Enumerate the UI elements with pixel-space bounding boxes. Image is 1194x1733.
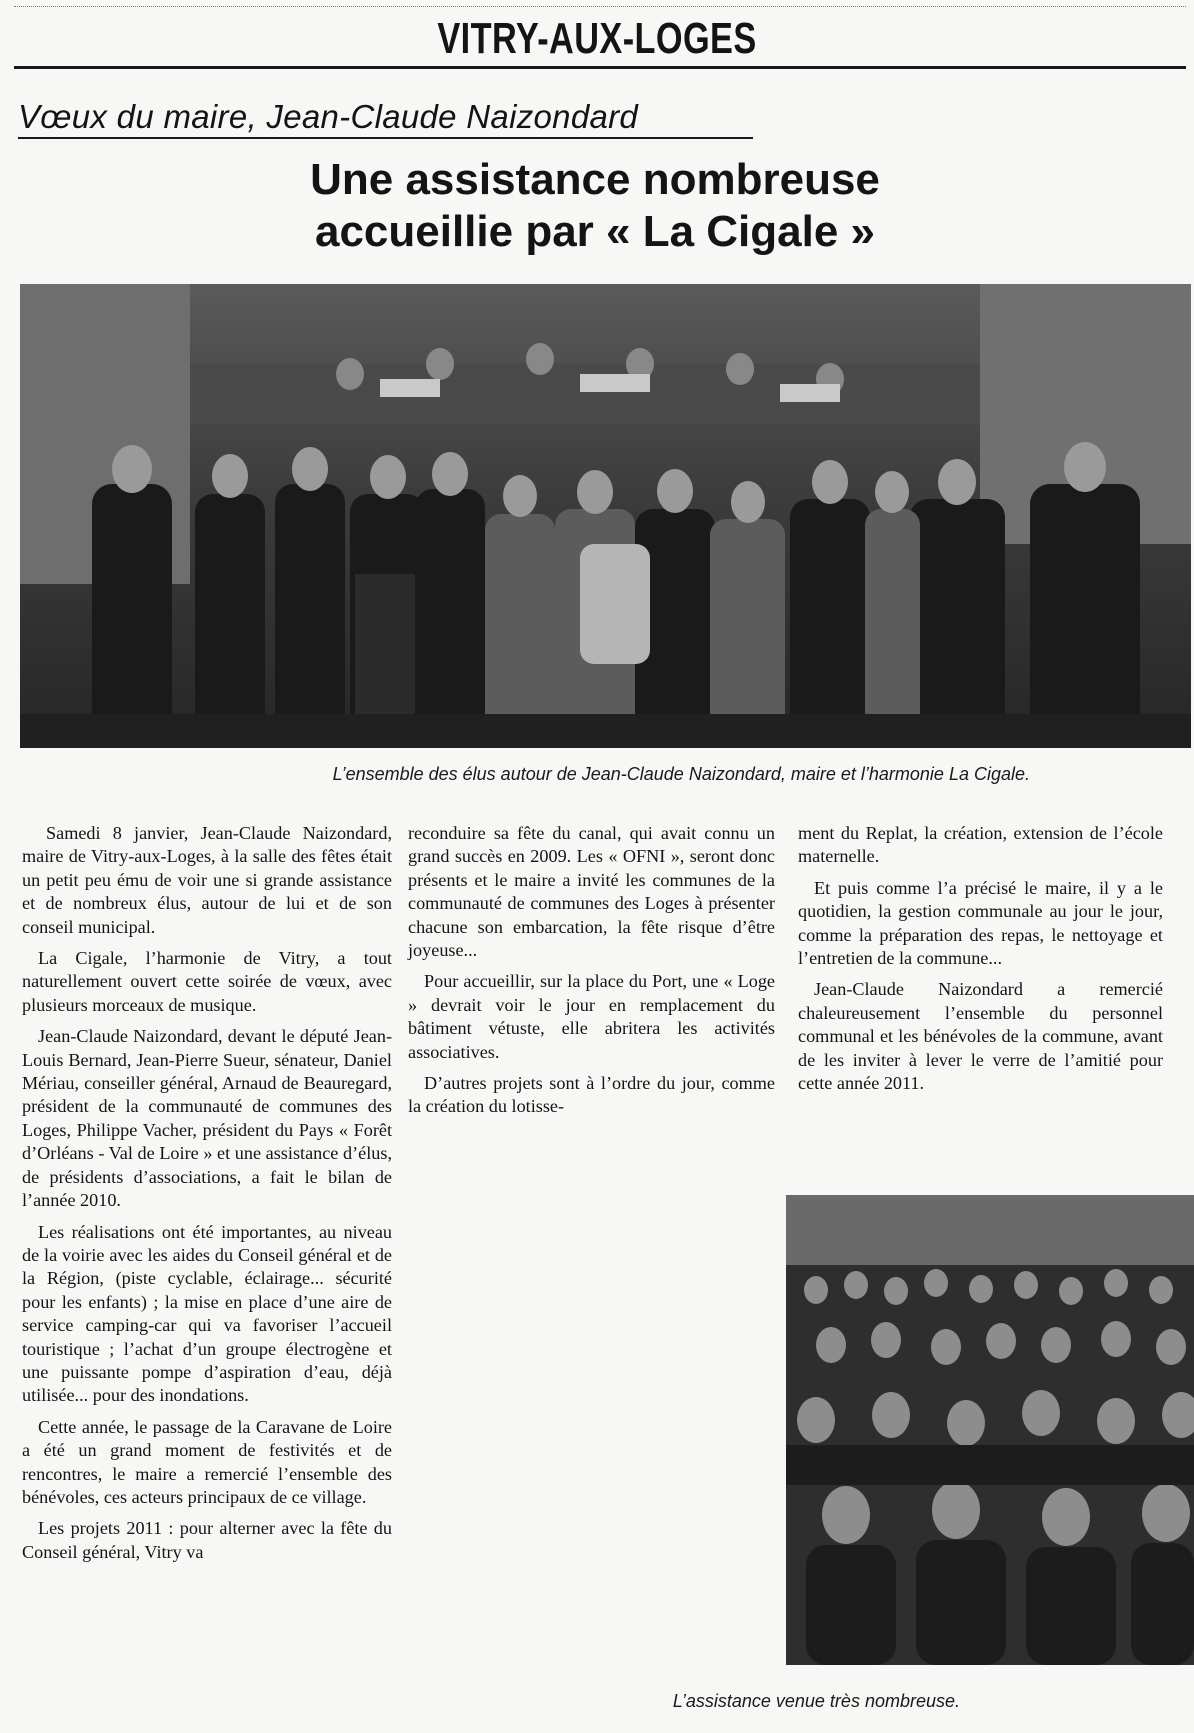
- col3-paragraph: ment du Replat, la création, extension de l’école maternelle.: [798, 823, 1163, 867]
- col1-paragraph: Les projets 2011 : pour alterner avec la fête du Conseil général, Vitry va: [22, 1518, 392, 1562]
- photo-officials: [20, 284, 1191, 748]
- photo-officials-caption: L’ensemble des élus autour de Jean-Claude Naizondard, maire et l’harmonie La Cigale.: [332, 764, 1030, 784]
- col2-paragraph: Pour accueillir, sur la place du Port, une « Loge » devrait voir le jour en remplacement du bâtiment vétuste, elle abritera les activités associatives.: [408, 971, 775, 1062]
- col1-paragraph: Cette année, le passage de la Caravane de Loire a été un grand moment de festivités et de rencontres, le maire a remercié l’ensemble des bénévoles, ces acteurs principaux de ce village.: [22, 1416, 392, 1507]
- col1-paragraph: Samedi 8 janvier, Jean-Claude Naizondard, maire de Vitry-aux-Loges, à la salle des fêtes était un petit peu ému de voir une si grande assistance et de nombreux élus, autour de lui et de son conseil municipal.: [22, 823, 392, 937]
- kicker-underline: [18, 137, 753, 139]
- article-kicker: Vœux du maire, Jean-Claude Naizondard: [18, 98, 639, 135]
- town-header: [0, 4, 1194, 64]
- headline-line-1: Une assistance nombreuse: [310, 155, 880, 204]
- article-column-2: [408, 822, 775, 1119]
- photo-audience-image: [786, 1195, 1194, 1665]
- photo-audience: [786, 1195, 1194, 1665]
- article-headline: [180, 154, 1010, 258]
- col1-paragraph: Les réalisations ont été importantes, au niveau de la voirie avec les aides du Conseil général et de la Région, (piste cyclable, éclairage... sécurité pour les enfants) ; la mise en place d’une aire de service camping-car qui va favoriser l’accueil touristique ; l’achat d’un groupe électrogène et une puissante pompe d’aspiration d’eau, déjà utilisée... pour des inondations.: [22, 1221, 392, 1406]
- headline-line-2: accueillie par « La Cigale »: [314, 207, 876, 256]
- photo-officials-image: [20, 284, 1191, 748]
- col3-paragraph: Et puis comme l’a précisé le maire, il y a le quotidien, la gestion communale au jour le jour, comme la préparation des repas, le nettoyage et l’entretien de la commune...: [798, 877, 1163, 969]
- col2-paragraph: reconduire sa fête du canal, qui avait connu un grand succès en 2009. Les « OFNI », seront donc présents et le maire a invité les communes de la communauté de communes des Loges à présenter chacune son embarcation, la fête risque d’être joyeuse...: [408, 823, 775, 961]
- article-column-3: [798, 822, 1163, 1095]
- article-column-1: [22, 822, 392, 1564]
- col2-paragraph: D’autres projets sont à l’ordre du jour, comme la création du lotisse-: [408, 1073, 775, 1117]
- col3-paragraph: Jean-Claude Naizondard a remercié chaleureusement l’ensemble du personnel communal et les bénévoles de la commune, avant de les inviter à lever le verre de l’amitié pour cette année 2011.: [798, 979, 1163, 1094]
- header-rule: [14, 66, 1186, 69]
- col1-paragraph: Jean-Claude Naizondard, devant le député Jean-Louis Bernard, Jean-Pierre Sueur, sénateur, Daniel Mériau, conseiller général, Arnaud de Beauregard, président de la communauté de communes des Loges, Philippe Vacher, président du Pays « Forêt d’Orléans - Val de Loire » et une assistance d’élus, de présidents d’associations, a fait le bilan de l’année 2010.: [22, 1026, 392, 1211]
- col1-paragraph: La Cigale, l’harmonie de Vitry, a tout naturellement ouvert cette soirée de vœux, avec plusieurs morceaux de musique.: [22, 948, 392, 1015]
- photo-audience-caption: L’assistance venue très nombreuse.: [672, 1691, 960, 1711]
- town-name: VITRY-AUX-LOGES: [437, 14, 757, 63]
